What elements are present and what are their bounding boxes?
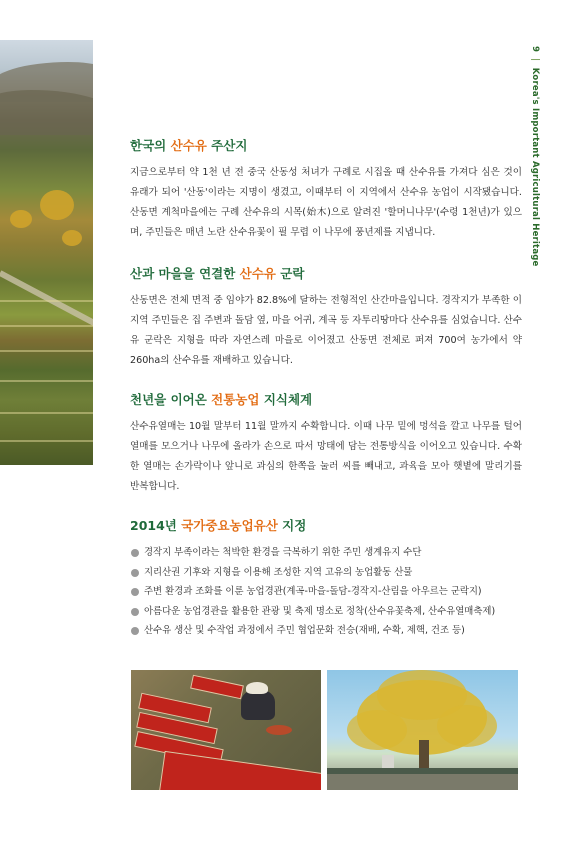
section-heritage-designation (130, 516, 522, 641)
section-heading: 산과 마을을 연결한 산수유 군락 (130, 266, 305, 281)
list-item: 산수유 생산 및 수작업 과정에서 주민 협업문화 전승(재배, 수확, 제핵, 건조 등) (130, 621, 522, 641)
section-paragraph: 산동면은 전체 면적 중 임야가 82.8%에 달하는 전형적인 산간마을입니다. 경작지가 부족한 이 지역 주민들은 집 주변과 돌담 옆, 마을 어귀, 계곡 등 자투리땅마다 산수유를 심었습니다. 산수유 군락은 지형을 따라 자연스레 마을로 이어졌고 산동면 전체로 퍼져 700여 농가에서 약 260ha의 산수유를 재배하고 있습니다. (130, 295, 522, 366)
list-item: 지리산권 기후와 지형을 이용해 조성한 지역 고유의 농업활동 산물 (130, 563, 522, 583)
page-number: 9 (530, 46, 540, 53)
drying-berries-photo (131, 670, 321, 790)
section-sansuyu-colony (130, 264, 522, 371)
header-separator: | (530, 58, 540, 62)
section-traditional-knowledge (130, 390, 522, 497)
grandmother-tree-photo (327, 670, 518, 790)
section-heading: 천년을 이어온 전통농업 지식체계 (130, 392, 313, 407)
bullet-icon (131, 569, 139, 577)
list-item: 주변 환경과 조화를 이룬 농업경관(계곡-마을-돌담-경작지-산림을 아우르는 군락지) (130, 582, 522, 602)
header-title: Korea's Important Agricultural Heritage (530, 67, 540, 267)
section-heading: 한국의 산수유 주산지 (130, 138, 248, 153)
bullet-icon (131, 608, 139, 616)
designation-reasons-list (130, 543, 522, 641)
bullet-icon (131, 549, 139, 557)
list-item: 경작지 부족이라는 척박한 환경을 극복하기 위한 주민 생계유지 수단 (130, 543, 522, 563)
running-header (530, 46, 540, 267)
section-paragraph: 지금으로부터 약 1천 년 전 중국 산동성 처녀가 구례로 시집올 때 산수유를 가져다 심은 것이 유래가 되어 '산동'이라는 지명이 생겼고, 이때부터 이 지역에서 산수유 농업이 시작됐습니다. 산동면 계척마을에는 구례 산수유의 시목(始木)으로 알려진 '할머니나무'(수령 1천년)가 있으며, 주민들은 매년 노란 산수유꽃이 필 무렵 이 나무에 풍년제를 지냅니다. (130, 167, 522, 238)
list-item: 아름다운 농업경관을 활용한 관광 및 축제 명소로 정착(산수유꽃축제, 산수유열매축제) (130, 602, 522, 622)
bullet-icon (131, 588, 139, 596)
section-main-production-area (130, 136, 522, 243)
bullet-icon (131, 627, 139, 635)
section-heading: 2014년 국가중요농업유산 지정 (130, 518, 307, 533)
section-paragraph: 산수유열매는 10월 말부터 11월 말까지 수확합니다. 이때 나무 밑에 멍석을 깔고 나무를 털어 열매를 모으거나 나무에 올라가 손으로 따서 망태에 담는 전통방식을 이어오고 있습니다. 수확한 열매는 손가락이나 앞니로 과심의 한쪽을 눌러 씨를 빼내고, 과육을 모아 햇볕에 말리기를 반복합니다. (130, 421, 522, 492)
landscape-photo (0, 40, 93, 465)
